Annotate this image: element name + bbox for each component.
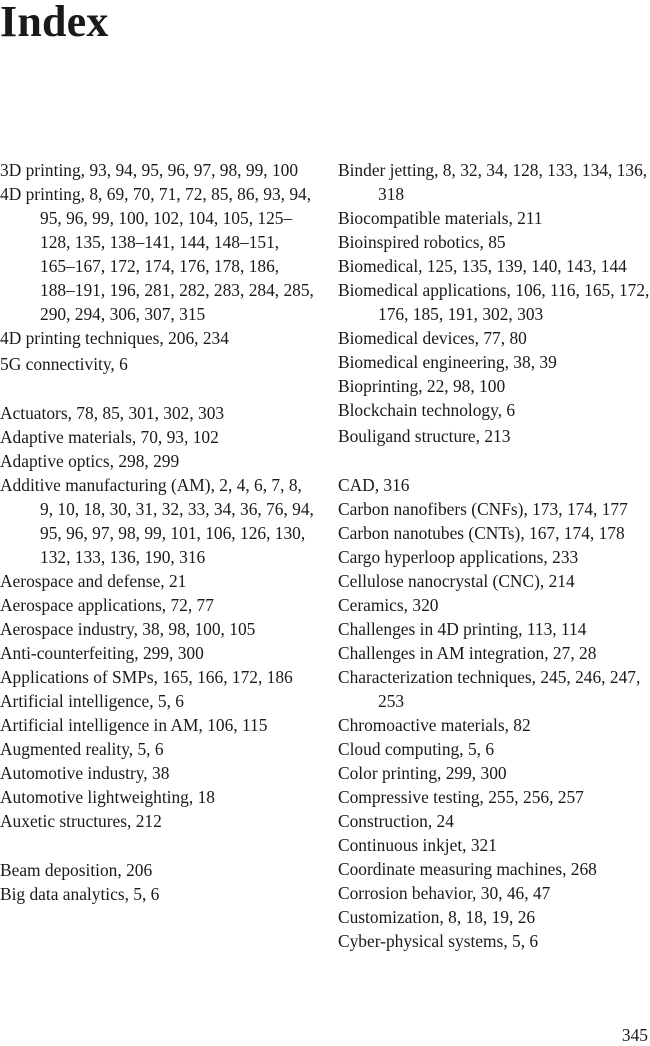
- index-entry: Cloud computing, 5, 6: [338, 739, 495, 759]
- index-entry: Bioinspired robotics, 85: [338, 232, 506, 252]
- index-entry: Biomedical, 125, 135, 139, 140, 143, 144: [338, 256, 627, 276]
- index-entry: Beam deposition, 206: [0, 860, 153, 880]
- index-column-left: [0, 158, 318, 906]
- index-entry: Chromoactive materials, 82: [338, 715, 531, 735]
- index-entry: Ceramics, 320: [338, 595, 439, 615]
- page-number: 345: [621, 1025, 648, 1045]
- index-entry: Carbon nanotubes (CNTs), 167, 174, 178: [338, 523, 625, 543]
- index-entry: Auxetic structures, 212: [0, 811, 162, 831]
- index-entry: Biocompatible materials, 211: [338, 208, 543, 228]
- index-entry: Biomedical applications, 106, 116, 165, 172, 176, 185, 191, 302, 303: [338, 280, 650, 324]
- index-entry: Automotive lightweighting, 18: [0, 787, 215, 807]
- index-column-right: [338, 158, 650, 953]
- index-entry: Corrosion behavior, 30, 46, 47: [338, 883, 551, 903]
- index-entry: Characterization techniques, 245, 246, 247, 253: [338, 667, 641, 711]
- index-entry: Blockchain technology, 6: [338, 400, 516, 420]
- page-title: Index: [0, 0, 109, 46]
- index-entry: Coordinate measuring machines, 268: [338, 859, 597, 879]
- index-entry: Customization, 8, 18, 19, 26: [338, 907, 536, 927]
- index-entry: Adaptive optics, 298, 299: [0, 451, 180, 471]
- index-entry: 3D printing, 93, 94, 95, 96, 97, 98, 99, 100: [0, 160, 299, 180]
- index-entry: 4D printing techniques, 206, 234: [0, 328, 229, 348]
- index-entry: Color printing, 299, 300: [338, 763, 507, 783]
- index-entry: 5G connectivity, 6: [0, 354, 128, 374]
- index-entry: Cyber-physical systems, 5, 6: [338, 931, 539, 951]
- index-entry: Big data analytics, 5, 6: [0, 884, 160, 904]
- index-entry: 4D printing, 8, 69, 70, 71, 72, 85, 86, 93, 94, 95, 96, 99, 100, 102, 104, 105, 125–128, 135, 138–141, 144, 148–151, 165–167, 172, 174, 176, 178, 186, 188–191, 196, 281, 282, 283, 284, 285, 290, 294, 306, 307, 315: [0, 184, 314, 324]
- index-entry: Challenges in 4D printing, 113, 114: [338, 619, 587, 639]
- index-entry: Anti-counterfeiting, 299, 300: [0, 643, 204, 663]
- index-entry: Applications of SMPs, 165, 166, 172, 186: [0, 667, 293, 687]
- index-entry: Artificial intelligence in AM, 106, 115: [0, 715, 268, 735]
- index-entry: Aerospace industry, 38, 98, 100, 105: [0, 619, 256, 639]
- index-entry: Cargo hyperloop applications, 233: [338, 547, 579, 567]
- index-entry: Aerospace and defense, 21: [0, 571, 187, 591]
- index-entry: Aerospace applications, 72, 77: [0, 595, 214, 615]
- index-entry: Biomedical engineering, 38, 39: [338, 352, 557, 372]
- index-entry: Actuators, 78, 85, 301, 302, 303: [0, 403, 225, 423]
- index-entry: Cellulose nanocrystal (CNC), 214: [338, 571, 575, 591]
- index-entry: Challenges in AM integration, 27, 28: [338, 643, 597, 663]
- index-entry: Bouligand structure, 213: [338, 426, 511, 446]
- index-entry: Artificial intelligence, 5, 6: [0, 691, 184, 711]
- index-entry: Biomedical devices, 77, 80: [338, 328, 527, 348]
- index-entry: CAD, 316: [338, 475, 410, 495]
- index-entry: Additive manufacturing (AM), 2, 4, 6, 7, 8, 9, 10, 18, 30, 31, 32, 33, 34, 36, 76, 94, 95, 96, 97, 98, 99, 101, 106, 126, 130, 132, 133, 136, 190, 316: [0, 475, 314, 567]
- index-entry: Binder jetting, 8, 32, 34, 128, 133, 134, 136, 318: [338, 160, 648, 204]
- index-entry: Continuous inkjet, 321: [338, 835, 497, 855]
- index-entry: Automotive industry, 38: [0, 763, 170, 783]
- index-entry: Adaptive materials, 70, 93, 102: [0, 427, 219, 447]
- index-entry: Carbon nanofibers (CNFs), 173, 174, 177: [338, 499, 628, 519]
- index-entry: Bioprinting, 22, 98, 100: [338, 376, 506, 396]
- index-entry: Augmented reality, 5, 6: [0, 739, 164, 759]
- index-entry: Compressive testing, 255, 256, 257: [338, 787, 584, 807]
- index-entry: Construction, 24: [338, 811, 454, 831]
